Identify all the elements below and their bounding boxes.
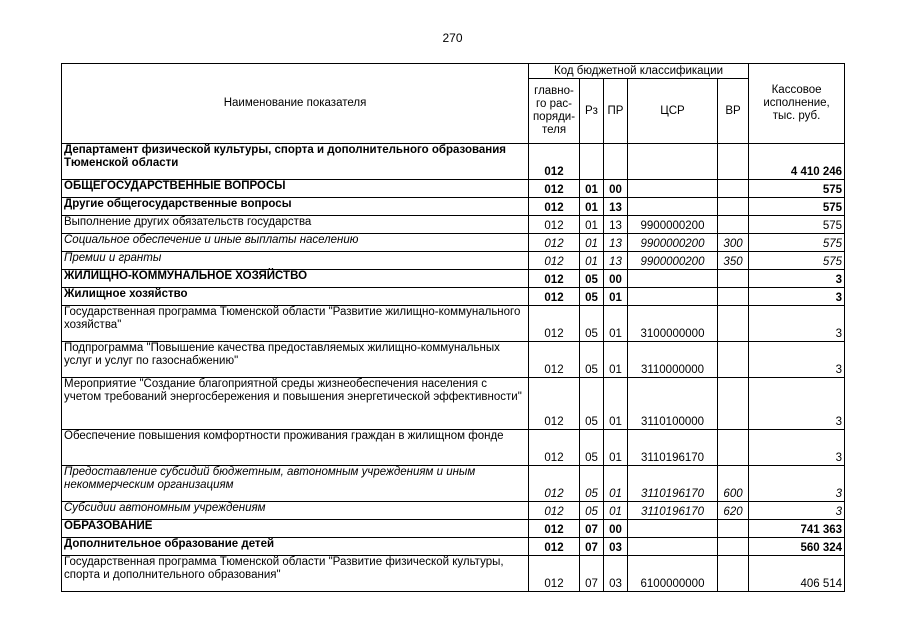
row-csr: 6100000000 [628,556,718,592]
row-vr [718,288,749,306]
header-budget-code-group: Код бюджетной классификации [529,64,749,79]
row-amount: 3 [749,342,845,378]
row-main-manager: 012 [529,306,580,342]
row-amount: 3 [749,288,845,306]
table-row [62,556,845,592]
table-row [62,378,845,430]
row-vr: 300 [718,234,749,252]
row-rz: 01 [580,180,604,198]
row-name: Государственная программа Тюменской области "Развитие физической культуры, спорта и дополнительного образования" [62,556,529,592]
row-main-manager: 012 [529,180,580,198]
row-rz: 05 [580,430,604,466]
row-vr [718,270,749,288]
row-csr [628,538,718,556]
table-row [62,466,845,502]
row-vr [718,378,749,430]
table-row [62,288,845,306]
row-vr [718,520,749,538]
row-amount: 575 [749,252,845,270]
header-main-manager: главно-го рас-поряди-теля [529,79,580,144]
row-name: Жилищное хозяйство [62,288,529,306]
row-amount: 3 [749,306,845,342]
row-csr [628,288,718,306]
header-vr: ВР [718,79,749,144]
row-vr [718,538,749,556]
row-name: Государственная программа Тюменской области "Развитие жилищно-коммунального хозяйства" [62,306,529,342]
row-vr [718,556,749,592]
row-main-manager: 012 [529,342,580,378]
row-rz: 05 [580,378,604,430]
table-row [62,144,845,180]
row-amount: 741 363 [749,520,845,538]
row-main-manager: 012 [529,466,580,502]
row-rz: 05 [580,342,604,378]
row-main-manager: 012 [529,378,580,430]
row-rz: 05 [580,466,604,502]
row-vr [718,216,749,234]
row-pr: 01 [604,378,628,430]
header-rz: Рз [580,79,604,144]
row-rz: 01 [580,198,604,216]
row-pr: 00 [604,270,628,288]
row-pr: 01 [604,466,628,502]
row-vr: 350 [718,252,749,270]
row-pr: 00 [604,520,628,538]
row-rz: 05 [580,306,604,342]
row-csr: 3110196170 [628,502,718,520]
row-amount: 3 [749,466,845,502]
row-vr: 620 [718,502,749,520]
row-main-manager: 012 [529,430,580,466]
row-amount: 3 [749,378,845,430]
row-name: ОБРАЗОВАНИЕ [62,520,529,538]
row-pr [604,144,628,180]
table-row [62,430,845,466]
budget-table [61,63,845,592]
table-row [62,502,845,520]
row-csr [628,270,718,288]
row-amount: 575 [749,234,845,252]
row-name: Мероприятие "Создание благоприятной среды жизнеобеспечения населения с учетом требований энергосбережения и повышения энергетической эффективности" [62,378,529,430]
row-pr: 13 [604,234,628,252]
row-pr: 00 [604,180,628,198]
row-amount: 3 [749,270,845,288]
row-pr: 13 [604,198,628,216]
row-pr: 01 [604,502,628,520]
row-csr [628,180,718,198]
row-main-manager: 012 [529,270,580,288]
header-name: Наименование показателя [62,64,529,144]
row-main-manager: 012 [529,502,580,520]
row-name: ЖИЛИЩНО-КОММУНАЛЬНОЕ ХОЗЯЙСТВО [62,270,529,288]
row-name: Выполнение других обязательств государства [62,216,529,234]
table-row [62,252,845,270]
row-amount: 4 410 246 [749,144,845,180]
table-body [62,144,845,592]
row-amount: 560 324 [749,538,845,556]
row-rz: 07 [580,556,604,592]
row-main-manager: 012 [529,198,580,216]
row-name: Социальное обеспечение и иные выплаты населению [62,234,529,252]
table-row [62,270,845,288]
row-csr: 9900000200 [628,234,718,252]
row-main-manager: 012 [529,556,580,592]
row-main-manager: 012 [529,288,580,306]
row-main-manager: 012 [529,538,580,556]
row-rz: 07 [580,520,604,538]
row-name: Субсидии автономным учреждениям [62,502,529,520]
row-name: Другие общегосударственные вопросы [62,198,529,216]
row-rz: 05 [580,288,604,306]
row-main-manager: 012 [529,520,580,538]
row-vr [718,144,749,180]
page-number: 270 [442,31,463,45]
row-rz: 05 [580,270,604,288]
table-row [62,216,845,234]
row-amount: 575 [749,216,845,234]
row-csr [628,520,718,538]
row-amount: 406 514 [749,556,845,592]
row-amount: 575 [749,180,845,198]
row-vr [718,198,749,216]
row-csr: 3100000000 [628,306,718,342]
row-rz: 01 [580,216,604,234]
row-name: Премии и гранты [62,252,529,270]
row-pr: 01 [604,306,628,342]
row-amount: 3 [749,430,845,466]
row-pr: 03 [604,538,628,556]
row-pr: 01 [604,342,628,378]
row-name: ОБЩЕГОСУДАРСТВЕННЫЕ ВОПРОСЫ [62,180,529,198]
header-csr: ЦСР [628,79,718,144]
row-csr: 3110196170 [628,430,718,466]
row-rz: 05 [580,502,604,520]
row-main-manager: 012 [529,216,580,234]
row-main-manager: 012 [529,144,580,180]
row-rz: 01 [580,234,604,252]
row-csr: 3110000000 [628,342,718,378]
row-rz: 01 [580,252,604,270]
row-name: Дополнительное образование детей [62,538,529,556]
row-pr: 13 [604,216,628,234]
row-name: Департамент физической культуры, спорта и дополнительного образования Тюменской области [62,144,529,180]
row-main-manager: 012 [529,252,580,270]
row-pr: 03 [604,556,628,592]
header-amount: Кассовое исполнение, тыс. руб. [749,64,845,144]
row-vr [718,180,749,198]
table-row [62,198,845,216]
row-name: Обеспечение повышения комфортности проживания граждан в жилищном фонде [62,430,529,466]
row-csr [628,198,718,216]
row-vr: 600 [718,466,749,502]
row-vr [718,430,749,466]
table-row [62,180,845,198]
table-row [62,538,845,556]
row-rz [580,144,604,180]
table-row [62,342,845,378]
table-row [62,306,845,342]
header-pr: ПР [604,79,628,144]
row-vr [718,342,749,378]
row-csr: 9900000200 [628,216,718,234]
row-csr: 3110100000 [628,378,718,430]
table-row [62,520,845,538]
row-csr [628,144,718,180]
row-csr: 9900000200 [628,252,718,270]
row-main-manager: 012 [529,234,580,252]
row-amount: 3 [749,502,845,520]
row-pr: 01 [604,288,628,306]
row-name: Подпрограмма "Повышение качества предоставляемых жилищно-коммунальных услуг и услуг по газоснабжению" [62,342,529,378]
row-pr: 01 [604,430,628,466]
row-amount: 575 [749,198,845,216]
row-name: Предоставление субсидий бюджетным, автономным учреждениям и иным некоммерческим организациям [62,466,529,502]
row-csr: 3110196170 [628,466,718,502]
row-pr: 13 [604,252,628,270]
table-row [62,234,845,252]
row-vr [718,306,749,342]
row-rz: 07 [580,538,604,556]
